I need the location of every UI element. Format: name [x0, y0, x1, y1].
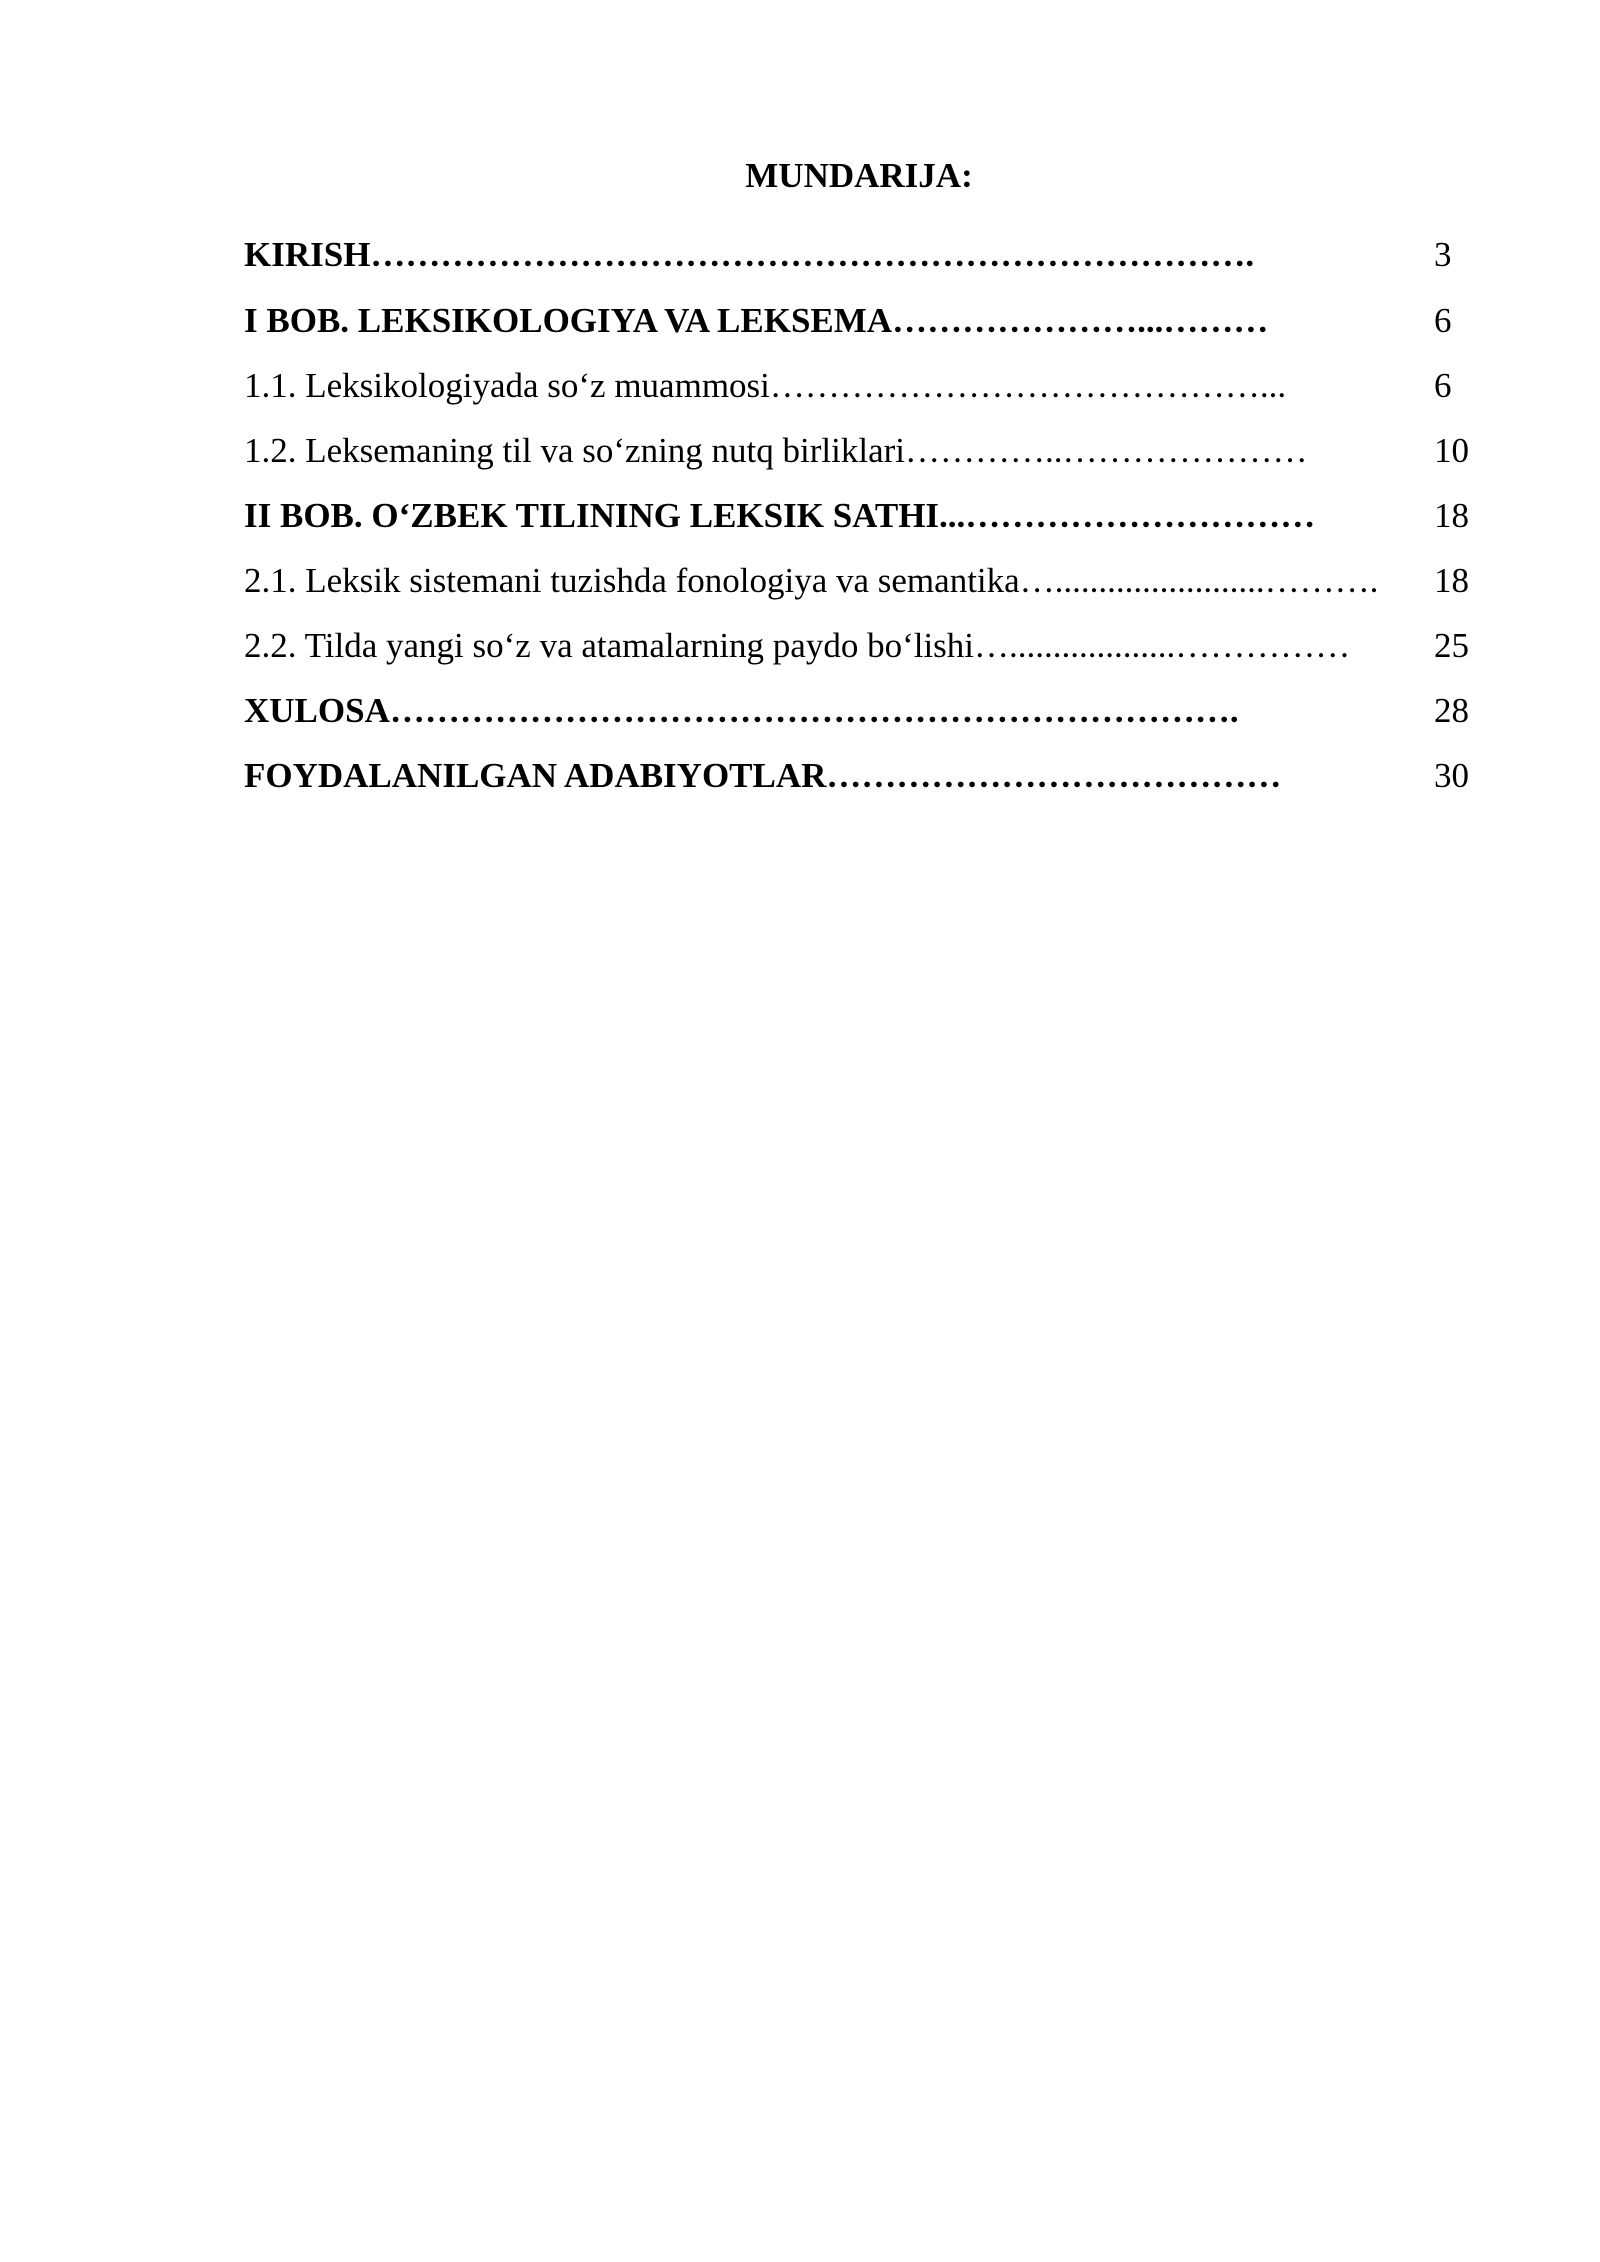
- toc-row-kirish: [244, 230, 1484, 280]
- toc-row-chapter-2: [244, 491, 1484, 541]
- toc-entry-xulosa: XULOSA……………………………………………………………….: [244, 691, 1239, 730]
- toc-page-chapter-1: 6: [1434, 301, 1452, 340]
- toc-page-kirish: 3: [1434, 235, 1452, 274]
- toc-page-section-1-1: 6: [1434, 366, 1452, 405]
- toc-row-section-2-2: [244, 621, 1484, 671]
- toc-entry-references: FOYDALANILGAN ADABIYOTLAR…………………………………: [244, 756, 1282, 795]
- toc-entry-chapter-2: II BOB. O‘ZBEK TILINING LEKSIK SATHI...…………………………: [244, 496, 1316, 535]
- toc-page-section-2-1: 18: [1434, 561, 1469, 600]
- toc-page-xulosa: 28: [1434, 691, 1469, 730]
- page-title: MUNDARIJA:: [745, 156, 973, 195]
- toc-row-references: [244, 751, 1484, 801]
- toc-row-xulosa: [244, 686, 1484, 736]
- toc-entry-chapter-1: I BOB. LEKSIKOLOGIYA VA LEKSEMA…………………...………: [244, 301, 1269, 340]
- toc-entry-section-2-1: 2.1. Leksik sistemani tuzishda fonologiya va semantika…........................……….: [244, 561, 1379, 600]
- toc-entry-section-2-2: 2.2. Tilda yangi so‘z va atamalarning paydo bo‘lishi…...................……………: [244, 626, 1351, 665]
- toc-row-section-1-1: [244, 361, 1484, 411]
- toc-row-chapter-1: [244, 296, 1484, 346]
- toc-row-section-2-1: [244, 556, 1484, 606]
- toc-row-section-1-2: [244, 426, 1484, 476]
- toc-page-section-1-2: 10: [1434, 431, 1469, 470]
- toc-entry-section-1-1: 1.1. Leksikologiyada so‘z muammosi……………………………………...: [244, 366, 1287, 405]
- toc-page-references: 30: [1434, 756, 1469, 795]
- toc-entry-section-1-2: 1.2. Leksemaning til va so‘zning nutq birliklari…………..…………………: [244, 431, 1308, 470]
- toc-page-chapter-2: 18: [1434, 496, 1469, 535]
- toc-entry-kirish: KIRISH………………………………………………………………….: [244, 235, 1255, 274]
- toc-page-section-2-2: 25: [1434, 626, 1469, 665]
